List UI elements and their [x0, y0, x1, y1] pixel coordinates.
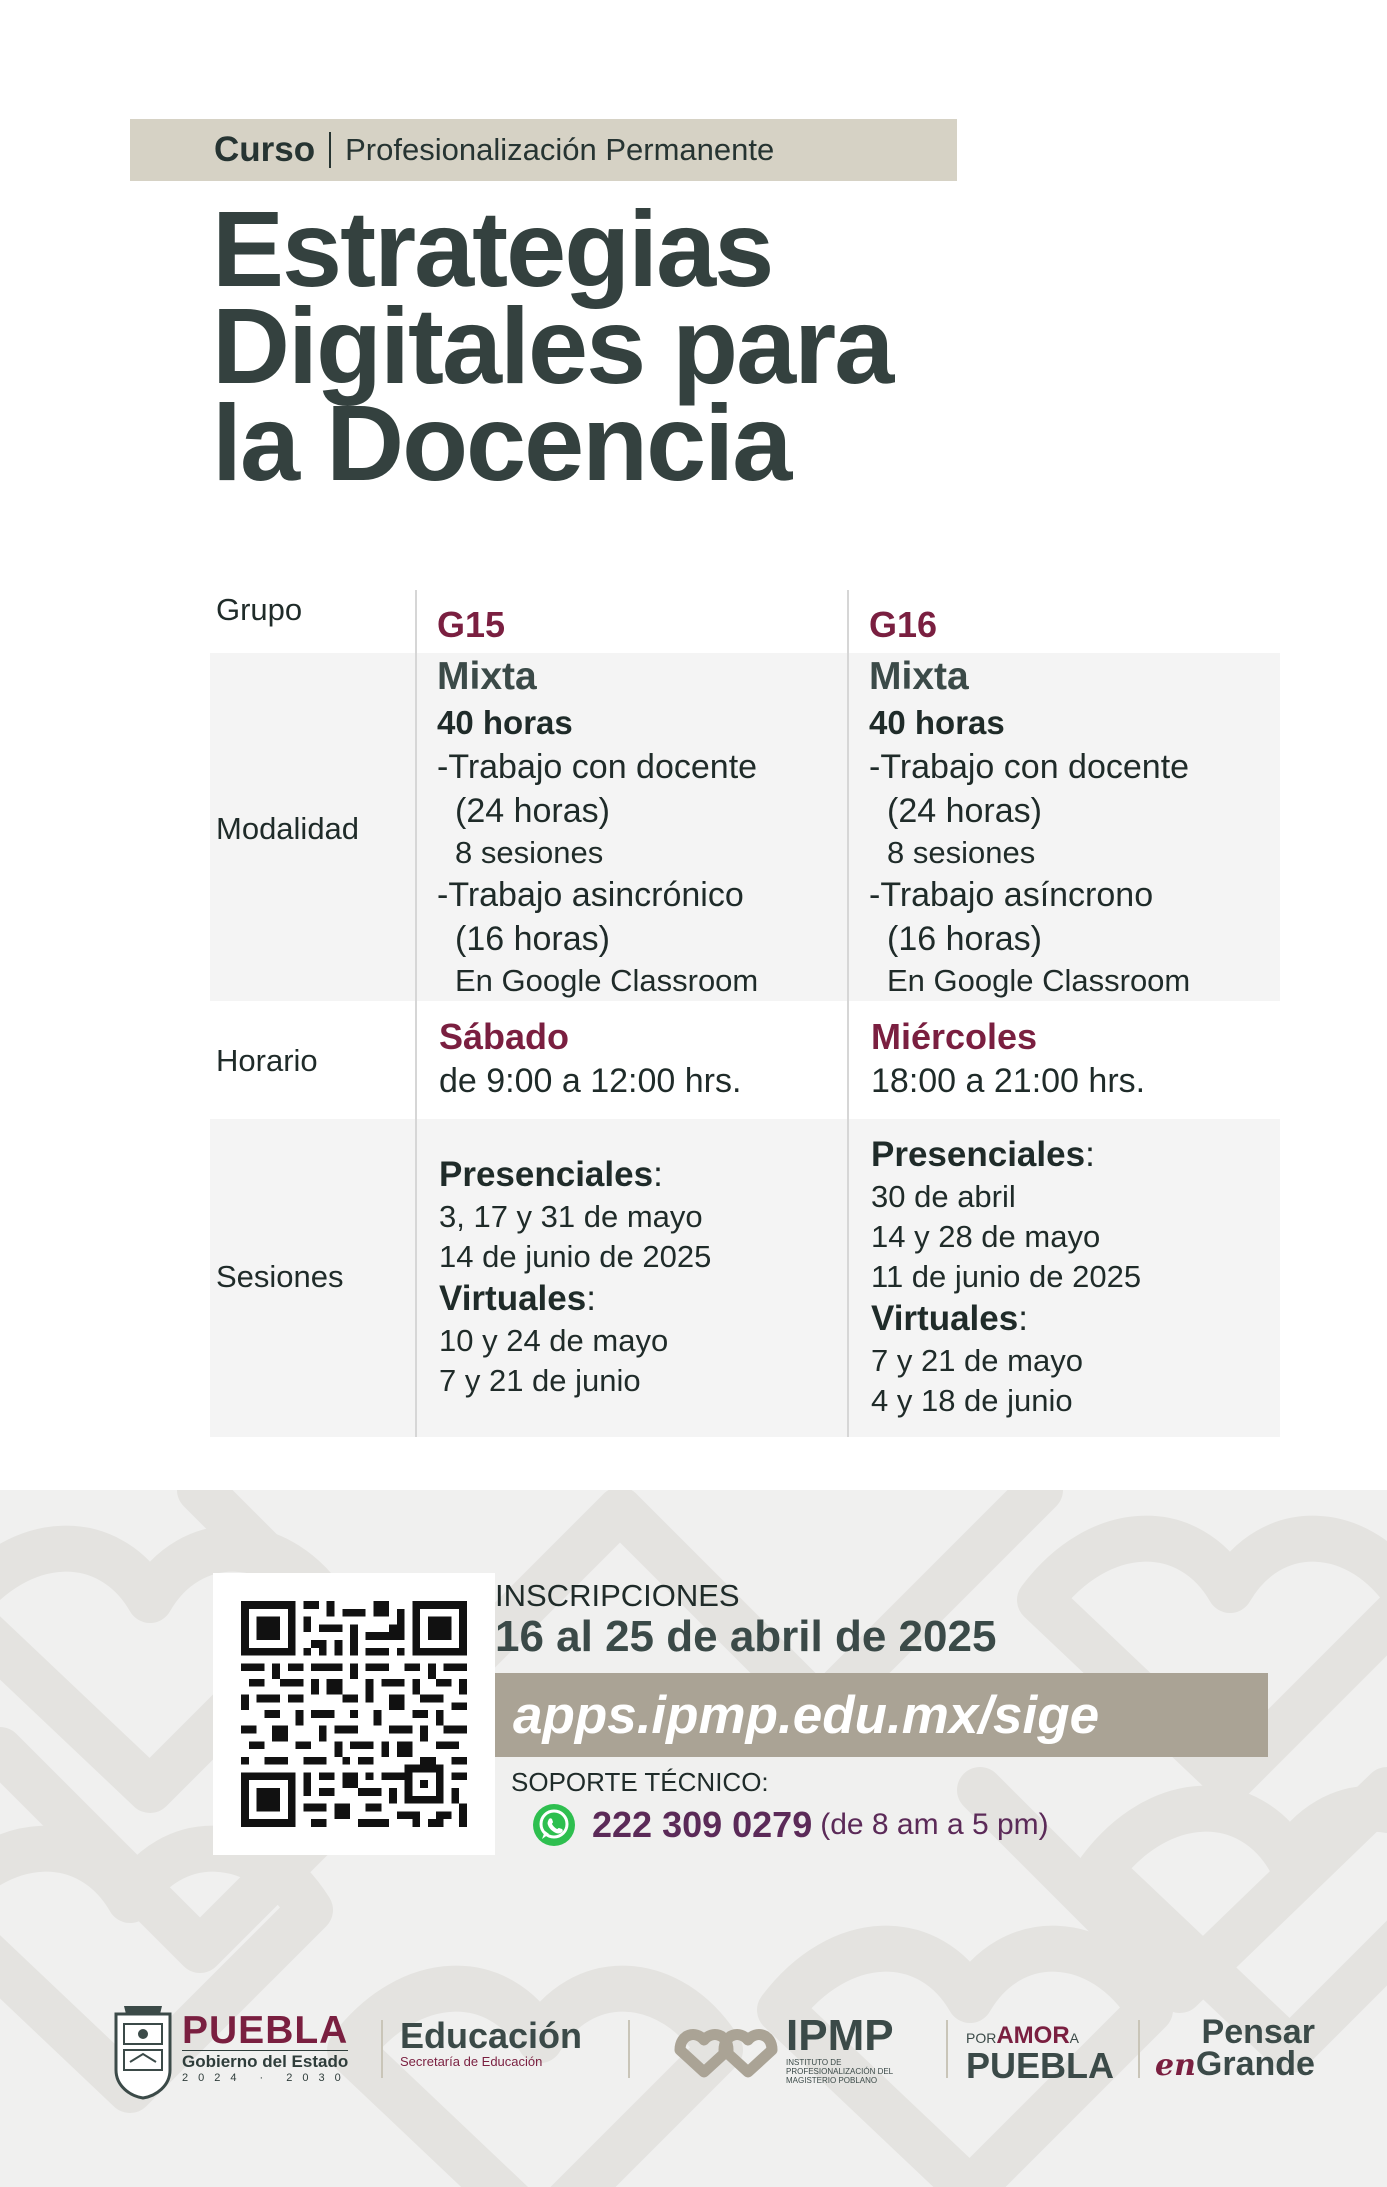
dia-g16: Miércoles — [871, 1016, 1038, 1057]
pensar-line-1: Pensar — [1201, 2013, 1315, 2051]
virtual-date: 4 y 18 de junio — [871, 1383, 1073, 1418]
horas-g15: 40 horas — [437, 704, 573, 741]
virtuales-heading-g16 — [849, 1297, 1280, 1341]
colon: : — [1018, 1299, 1028, 1338]
presencial-date: 30 de abril — [871, 1179, 1016, 1214]
row-grupo — [210, 590, 1280, 653]
educacion-logo — [400, 2015, 583, 2069]
amor-a: A — [1069, 2030, 1080, 2046]
docente-g16: -Trabajo con docente — [869, 748, 1190, 786]
colon: : — [586, 1279, 596, 1318]
group-code-g15: G15 — [437, 604, 506, 645]
asincrono-horas-g15: (16 horas) — [455, 920, 610, 958]
sesiones-count-g15: 8 sesiones — [455, 835, 604, 870]
asincrono-g16: -Trabajo asíncrono — [869, 876, 1154, 914]
ipmp-heart-icon — [672, 2020, 780, 2080]
virtuales-heading-g15 — [417, 1277, 849, 1321]
puebla-logo — [182, 2009, 351, 2084]
amor-word: AMOR — [996, 2022, 1070, 2049]
label-modalidad: Modalidad — [216, 811, 360, 846]
page-title — [212, 188, 1212, 503]
presencial-date: 3, 17 y 31 de mayo — [439, 1199, 703, 1234]
label-grupo: Grupo — [216, 592, 303, 627]
presencial-date: 14 de junio de 2025 — [439, 1239, 712, 1274]
sesiones-count-g16: 8 sesiones — [887, 835, 1036, 870]
amor-por: POR — [966, 2030, 997, 2046]
puebla-name: PUEBLA — [182, 2009, 349, 2052]
ipmp-name: IPMP — [786, 2011, 894, 2060]
logo-divider — [946, 2020, 948, 2078]
docente-g15: -Trabajo con docente — [437, 748, 758, 786]
por-amor-a-puebla-logo — [966, 2022, 1115, 2086]
asincrono-g15: -Trabajo asincrónico — [437, 876, 744, 914]
pensar-en: en — [1155, 2048, 1196, 2083]
registration-url-link[interactable]: apps.ipmp.edu.mx/sige — [513, 1685, 1100, 1745]
presenciales-heading-g16 — [849, 1133, 1280, 1177]
virtual-date: 7 y 21 de junio — [439, 1363, 641, 1398]
support-label: SOPORTE TÉCNICO: — [511, 1767, 769, 1797]
dia-g15: Sábado — [439, 1016, 570, 1057]
logo-divider — [381, 2020, 383, 2078]
amor-line-2: PUEBLA — [966, 2045, 1115, 2086]
support-phone-row[interactable] — [532, 1803, 1049, 1847]
label-sesiones: Sesiones — [216, 1259, 344, 1294]
support-phone[interactable]: 222 309 0279 — [592, 1804, 813, 1845]
registration-url-banner[interactable] — [495, 1673, 1268, 1757]
presencial-date: 14 y 28 de mayo — [871, 1219, 1101, 1254]
group-code-g16: G16 — [869, 604, 938, 645]
puebla-years: 2024 · 2030 — [182, 2072, 351, 2084]
registration-dates: 16 al 25 de abril de 2025 — [495, 1612, 997, 1661]
qr-code-card[interactable] — [213, 1573, 495, 1855]
ipmp-logo — [672, 2011, 906, 2085]
title-line-3: la Docencia — [212, 382, 791, 503]
pensar-en-grande-logo — [1155, 2013, 1315, 2083]
logo-divider — [628, 2020, 630, 2078]
pensar-grande: Grande — [1195, 2045, 1315, 2083]
course-type-banner — [130, 119, 957, 181]
presenciales-label: Presenciales — [439, 1155, 654, 1194]
support-hours: (de 8 am a 5 pm) — [820, 1808, 1049, 1841]
plataforma-g16: En Google Classroom — [887, 963, 1191, 998]
title-line-2: Digitales para — [212, 285, 893, 406]
puebla-sub: Gobierno del Estado — [182, 2052, 349, 2071]
qr-code[interactable] — [241, 1601, 467, 1827]
presencial-date: 11 de junio de 2025 — [871, 1259, 1142, 1294]
schedule-table — [210, 590, 1280, 1437]
divider — [329, 132, 331, 168]
hora-g16: 18:00 a 21:00 hrs. — [871, 1062, 1146, 1100]
colon: : — [1085, 1135, 1095, 1174]
registration-label: INSCRIPCIONES — [495, 1578, 740, 1613]
title-line-1: Estrategias — [212, 188, 773, 309]
row-sesiones — [210, 1119, 1280, 1437]
presenciales-label: Presenciales — [871, 1135, 1086, 1174]
hora-g15: de 9:00 a 12:00 hrs. — [439, 1062, 742, 1100]
presenciales-heading-g15 — [417, 1153, 849, 1197]
state-seal-icon — [110, 2000, 176, 2100]
modalidad-g16: Mixta — [869, 655, 969, 698]
course-kind: Curso — [214, 130, 316, 169]
virtual-date: 7 y 21 de mayo — [871, 1343, 1083, 1378]
educacion-sub: Secretaría de Educación — [400, 2054, 543, 2069]
row-horario — [210, 1001, 1280, 1119]
course-program: Profesionalización Permanente — [345, 132, 775, 167]
plataforma-g15: En Google Classroom — [455, 963, 759, 998]
colon: : — [653, 1155, 663, 1194]
docente-horas-g15: (24 horas) — [455, 792, 610, 830]
label-horario: Horario — [216, 1043, 318, 1078]
pensar-line-2 — [1155, 2045, 1315, 2083]
docente-horas-g16: (24 horas) — [887, 792, 1042, 830]
virtual-date: 10 y 24 de mayo — [439, 1323, 669, 1358]
whatsapp-icon — [532, 1803, 576, 1847]
logo-divider — [1138, 2020, 1140, 2078]
row-modalidad — [210, 653, 1280, 1001]
virtuales-label: Virtuales — [439, 1279, 587, 1318]
ipmp-sub: INSTITUTO DE PROFESIONALIZACIÓN DEL MAGISTERIO POBLANO — [786, 2058, 893, 2085]
educacion-name: Educación — [400, 2015, 583, 2056]
sponsor-logos — [0, 2000, 1387, 2105]
virtuales-label: Virtuales — [871, 1299, 1019, 1338]
asincrono-horas-g16: (16 horas) — [887, 920, 1042, 958]
horas-g16: 40 horas — [869, 704, 1005, 741]
modalidad-g15: Mixta — [437, 655, 537, 698]
